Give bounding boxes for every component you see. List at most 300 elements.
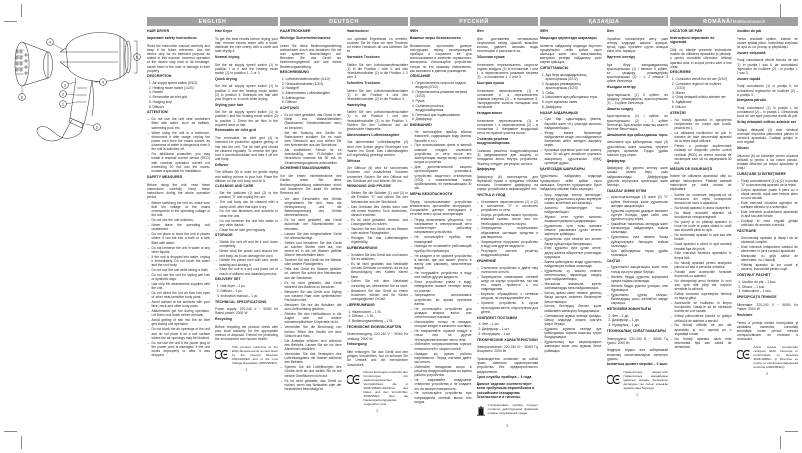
- list-item: – Înainte de conectare asiguraţi-vă că tensiunea din reţea corespunde tensiunii de lucru a aparatului.: [675, 193, 732, 206]
- certification-text: Гарантиялық мiндеттiлiгi Гарантиялық жағдайдағы қаралып жатқан бөлшектер дилерден тек сатып алынған адамға ғана берiледi.: [623, 369, 668, 390]
- section-heading: ОПИСАНИЕ: [410, 74, 431, 79]
- body-paragraph: Шешілмелі ауа қабылдағыш торы (4) құрылғының ішіне шаштың түсуінен қорғауға арналған. Торды ұдайы тазалап тұру керек.: [606, 140, 668, 157]
- body-paragraph: Электрқуаты: 220-240 В ~ 50/60 Гц Қуаты: 2000 Вт: [606, 336, 668, 345]
- section-heading-block: [607, 362, 669, 366]
- list-item: – Fixaţi comutatoarele (1) şi (2) în poziţia "0" şi deconectaţi aparatul de la reţea.: [741, 179, 798, 187]
- svg-text:6: 6: [20, 94, 24, 100]
- body-paragraph: Fixaţi comutatorul vitezei fluxului de aer (1) în poziţia I sau II, iar comutatorul regimurilor de încălzire (2) – în poziţia 1, 2 sau 3.: [736, 58, 798, 76]
- section-heading-block: [737, 29, 799, 33]
- body-paragraph: Құрылғыны пайдалану алдында нұсқаулықты зейін қойып оқып шығыңыз. Берілген нұсқаулықты бүкіл пайдалану мерзімі бойы сақтаңыз.: [540, 174, 602, 191]
- section-heading: ТАЗАЛАУ ЖӘНЕ КҮТІМ: [606, 188, 647, 193]
- section-heading-block: [540, 111, 602, 115]
- section-heading-block: [607, 189, 669, 193]
- section-heading: HAARTROCKNER: [280, 29, 311, 33]
- list-item: – Құрылғыны құрғақ салқын, балалардың қолы жетпейтін жерде сақтаңыз.: [611, 293, 668, 306]
- section-heading: МЕРЫ БЕЗОПАСНОСТИ: [410, 191, 453, 196]
- section-heading: Quick drying: [215, 76, 237, 81]
- section-heading: ФЕН: [540, 29, 548, 33]
- section-heading-block: [737, 295, 799, 299]
- section-heading-block: [147, 36, 210, 40]
- list-item: 4. Removable air inlet grid: [153, 95, 211, 99]
- list-item: 2. Heating mode switch (1/2/3): [153, 86, 211, 90]
- body-paragraph: Das abnehmbare Lufteinlassgitter (4) dient zum Schutz gegen Eindringen von Haaren ins Gerät. Das Lufteinlassgitter soll regelmäßig gereinigt werden.: [346, 140, 408, 157]
- section-heading-block: [215, 233, 278, 237]
- list-item: – Dacă aparatul a căzut în apă scoateţi imediat fişa din priză.: [675, 242, 732, 250]
- list-item: – Switch the unit off and let it cool down completely.: [220, 240, 279, 248]
- list-item: – Насадки во время работы нагреваются. Перед снятием дайте им остыть.: [415, 352, 472, 365]
- body-paragraph: Производитель оставляет за собой право изменять характеристики устройства без предварительного уведомления.: [476, 356, 538, 374]
- list-item: – Ыстық ауаны көзге немесе дененің басқа жылуға сезімтал бөліктеріне бағыттамаңыз.: [545, 291, 602, 304]
- list-item: 2. Диффузор – 1 дн.: [612, 318, 668, 322]
- numbered-list: [147, 81, 210, 109]
- body-paragraph: Stellen Sie den Luftstromstufenschalter (1) in die Position I oder II und den Heizstufenschalter (2) in die Position 1, 2 oder 3.: [346, 62, 408, 80]
- bullet-list: [147, 117, 210, 173]
- language-header-label: DEUTSCH: [329, 18, 359, 25]
- bullet-list: [280, 197, 342, 392]
- bullet-list: [410, 218, 472, 404]
- section-heading-block: [477, 259, 539, 263]
- list-item: – Never wind the power cord around the unit body, as it can damage the cord.: [220, 249, 279, 257]
- section-heading: Entsorgung: [346, 342, 367, 347]
- ce-mark-icon: [347, 370, 361, 389]
- list-item: 1. Фен – 1 дн.: [612, 314, 668, 318]
- section-heading: Срок службы прибора – 3 года: [476, 375, 532, 380]
- language-header-label: РУССКИЙ: [459, 18, 489, 25]
- text-column-right: [215, 29, 278, 439]
- section-heading-block: [410, 74, 472, 78]
- section-heading-block: [670, 111, 732, 115]
- body-paragraph: Grilajul detaşabil (4) este destinat protecţiei împotriva pătrunderii părului în interiorul aparatului. Curăţaţi grilajul în mod regulat.: [736, 127, 798, 145]
- weee-bin-icon: [477, 403, 485, 421]
- list-item: – Не используйте прибор вблизи ёмкостей, содержащих воду (ванна, бассейн и т.п.).: [415, 130, 472, 143]
- section-heading: КОМПЛЕКТ ПОСТАВКИ: [476, 315, 518, 320]
- body-paragraph: Bitte entsorgen Sie das Gerät laut den gültigen Vorschriften. Nur so schonen Sie die Umwelt und die menschliche Gesundheit.: [346, 349, 408, 367]
- list-item: – Не используйте устройство для укладки мокрых волос или синтетических париков.: [415, 307, 472, 320]
- bullet-list: [477, 200, 539, 257]
- list-item: 3. Инструкция – 1 шт.: [482, 332, 538, 336]
- body-paragraph: Um optimale Ergebnisse zu erzielen, trocknen Sie Ihr Haar vor dem Trocknen mit einem Handtuch ab und kämmen Sie es.: [346, 36, 408, 54]
- section-heading-block: [540, 167, 602, 171]
- text-columns: [410, 29, 538, 439]
- list-item: – Құрылғы жұмысы кезінде ауа қабылдағыш торына шаштың түсуін болдырмаңыз.: [545, 327, 602, 340]
- list-item: – Фенді ванна бөлмесінде пайдаланған кезде, оны пайдаланып болғаннан кейін желіден ажырату керек.: [545, 131, 602, 148]
- section-heading-block: [147, 29, 210, 33]
- list-item: 6. Difuzor: [676, 105, 732, 109]
- list-item: – Жеткізілім жинағына кіретін саптамаларды ғана пайдаланыңыз.: [545, 282, 602, 290]
- ce-mark-icon: [737, 345, 751, 364]
- list-item: 6. Диффузор: [546, 105, 602, 109]
- section-heading: ЧИСТКА И УХОД: [476, 193, 506, 198]
- section-heading: TECHNICAL SPECIFICATIONS: [215, 299, 267, 304]
- section-heading-block: [347, 184, 409, 188]
- list-item: – Отключите устройство и дайте ему полностью остыть.: [481, 266, 538, 274]
- bullet-list: [607, 265, 669, 305]
- section-heading: ЖЕТКІЗІЛІМ ЖИЫНТЫҒЫ: [606, 306, 652, 311]
- section-heading-block: [607, 29, 669, 33]
- list-item: – Nu lăsaţi niciodată aparatul să funcţioneze nesupravegheat.: [675, 211, 732, 219]
- bullet-list: [737, 179, 799, 228]
- list-item: – Păstraţi aparatul la loc uscat şi răcoros, inaccesibil pentru copii.: [741, 263, 798, 271]
- list-item: – Егер құрылғы суға құлап кетсе, дереу желілік айыртетікті розеткадан суырыңыз.: [545, 246, 602, 259]
- section-heading: Wichtige Sicherheitshinweise: [280, 35, 331, 40]
- list-item: – If the unit is dropped into water, unplug it immediately. Do not touch the water and the unit body.: [152, 255, 211, 268]
- list-item: 3. Нұсқаулық – 1 дн.: [612, 323, 668, 327]
- list-item: – Es ist nicht gestattet, das Gerät während des Badens zu benutzen.: [285, 281, 342, 289]
- bullet-list: [540, 117, 602, 165]
- section-heading-block: [477, 55, 539, 59]
- list-item: – Корпус устройства можно протирать влажной тканью, после чего его необходимо вытереть насухо.: [481, 213, 538, 226]
- list-item: 4. Abnehmbares Lufteinlassgitter: [286, 91, 342, 95]
- section-heading-block: [280, 29, 342, 33]
- body-paragraph: Stellen Sie den Luftstromstufenschalter (1) in die Position I und den Heizstufenschalter (2) in die Position 1. Richten Sie den Luftstrom auf die gewünschte Haarpartie.: [346, 110, 408, 132]
- list-item: – Evitaţi pătrunderea părului în grilajul orificiului de admisie a aerului.: [675, 314, 732, 322]
- language-header-label: ROMÂNĂ/: [703, 18, 733, 25]
- section-heading-block: [477, 29, 539, 33]
- section-heading-block: [347, 103, 409, 107]
- list-item: – For additional protection, you may install a residual current device (RCD) with nominal operation current not exceeding 30 mA into the mains; contact a specialist for installation.: [152, 152, 211, 173]
- language-header-sublabel: Moldovenească: [732, 19, 765, 24]
- section-heading: Диффузор: [606, 158, 626, 163]
- list-item: – Nu folosiţi aparatul pentru aranjarea părului ud sau a perucilor sintetice.: [675, 261, 732, 269]
- certification-row: [607, 370, 669, 390]
- list-item: – Stellen Sie die Schalter (1) und (2) in die Position "0" und ziehen Sie den Netzstecker aus der Steckdose.: [351, 191, 408, 204]
- list-item: – Lassen Sie das eingeschaltete Gerät nie unbeaufsichtigt.: [285, 232, 342, 240]
- section-heading: CONŢINUT PACHET: [736, 273, 771, 278]
- list-item: – Vermeiden Sie die Berührung von heißen Teilen des Geräts mit dem Gesicht und Hals.: [285, 325, 342, 338]
- list-item: – Richten Sie den Heißluftstrom in die Augen oder auf andere wärmeempfindliche Körperteile nicht.: [285, 312, 342, 325]
- list-item: – Не погружайте устройство в воду или любую другую жидкость.: [415, 271, 472, 279]
- list-item: – Folosiţi doar accesoriile furnizate împreună cu aparatul.: [675, 270, 732, 278]
- list-item: – Если устройство упало в воду, немедленно выньте сетевую вилку из розетки.: [415, 280, 472, 293]
- section-heading: Abnehmbares Lufteinlassgitter: [346, 132, 400, 137]
- section-heading-block: [147, 74, 210, 78]
- list-item: – Do not immerse the unit in water or any other liquids.: [152, 246, 211, 254]
- bullet-list: [737, 236, 799, 272]
- list-item: – Nu folosiţi aparatul în apropierea recipientelor ce conţin apă (cadă, piscină etc.).: [675, 118, 732, 131]
- section-heading: USCĂTOR DE PĂR: [670, 29, 703, 33]
- certification-text: Acest produs corespunde cerinţelor EMC, întocmite în conformitate cu Directiva 2004/108/EC şi Directiva cu privire la electrosecuritate/joasă tensiune (2006/95/EC).: [753, 344, 798, 369]
- list-item: – Nu puneţi şi nu păstraţi aparatul în locuri de unde ar putea cădea în cadă sau chiuvetă plină cu apă.: [675, 220, 732, 233]
- svg-text:1: 1: [61, 101, 65, 107]
- list-item: – Не используйте прибор вне помещений.: [415, 235, 472, 243]
- list-item: – Nu scufundaţi aparatul în apă sau alte lichide.: [675, 233, 732, 241]
- list-item: – Do not block the air openings of the unit and do not place it on a soft surface where the air openings may be blocked.: [152, 327, 211, 340]
- body-paragraph: Set the air supply speed switch (1) to position I or II and the heating mode switch (2) to position 1, 2 or 3.: [215, 62, 278, 76]
- section-heading: НАЗАР АУДАРЫҢЫЗ!: [540, 110, 579, 115]
- list-item: 2. Қыздыру режимдерінің ауыстырғышы (1/2/3): [546, 82, 602, 91]
- section-heading: Styling your hair: [215, 102, 244, 107]
- list-item: 1. Haartrockner – 1 St.: [352, 310, 408, 314]
- numbered-list: [737, 280, 799, 294]
- bullet-list: [215, 191, 278, 232]
- list-item: – Do not use the unit for styling wet hair or synthetic wigs.: [152, 273, 211, 281]
- list-item: – Nu folosiţi aparatul în afara încăperilor.: [675, 206, 732, 210]
- list-item: – When using the unit in a bathroom, disconnect it after usage, unplug the power cord from the mains socket, as closeness of water is dangerous even if the unit is switched off.: [152, 131, 211, 152]
- list-item: 5. Aufhängeöse: [286, 96, 342, 100]
- language-header-kazakh: [540, 17, 668, 26]
- list-item: 5. Петелька для подвешивания: [416, 113, 472, 117]
- list-item: 5. Ілуге арналған ілмек: [546, 100, 602, 104]
- list-item: 6. Diffusor: [286, 100, 342, 104]
- page-number: 2: [766, 371, 769, 376]
- list-item: – Avoid getting of hair into the air inlet grid during unit operation.: [152, 318, 211, 326]
- list-item: 2. Comutator regimuri de încălzire (1/2/3): [676, 82, 732, 91]
- body-paragraph: Citiţi cu atenţie prezenta instrucţiune înainte de utilizarea aparatului şi păstraţi-o pentru consultări ulterioare. Utilizaţi aparatul doar în scopul pentru care a fost creat.: [670, 47, 732, 69]
- body-paragraph: Before recycling the product check with your local authority for the appropriate method of disposal. Thereof for protecting the environment and human health.: [215, 324, 278, 342]
- section-heading-block: [737, 120, 799, 124]
- section-heading-block: [607, 133, 669, 137]
- list-item: 2. Diffuser – 1 pc.: [221, 289, 279, 293]
- section-heading-block: [280, 166, 342, 170]
- list-item: – Vermeiden Sie das Verstopfen des Lufteinlassgitters mit Haaren während des Betriebs.: [285, 352, 342, 365]
- text-column-left: [147, 29, 210, 439]
- list-item: 3. Handgriff: [286, 86, 342, 90]
- body-paragraph: Установите переключатель (1) в положение II, а переключатель режимов нагрева (2) – в положение 3. Распределяйте волосы пальцами или расчёской.: [476, 88, 538, 110]
- section-heading: Шашты сәндеу: [606, 106, 634, 111]
- text-column-right: [347, 29, 409, 439]
- section-heading-block: [347, 55, 409, 59]
- section-heading: Hair Dryer: [215, 29, 233, 33]
- body-paragraph: Der Diffusor (6) wird für schonendes Trocknen und zusätzliches Volumen verwendet. Setzen Sie den Diffusor auf das Gehäuse auf und fixieren Sie ihn.: [346, 166, 408, 183]
- list-item: – Clean the air inlet grid regularly.: [220, 228, 279, 232]
- section-heading: Жылдам кептіру: [606, 85, 636, 90]
- list-item: – Handle the power cord with care, avoid twisting and kinking it.: [220, 258, 279, 266]
- list-item: 5. Agăţătoare: [676, 100, 732, 104]
- section-heading: Фен: [606, 29, 614, 33]
- numbered-list: [670, 77, 732, 109]
- section-heading-block: [607, 159, 669, 163]
- list-item: 4. Шешілмелі ауа қабылдағыш торы: [546, 95, 602, 99]
- list-item: – Желілік бауды ұқыпты ұстаңыз, оны бұрамаңыз.: [611, 284, 668, 292]
- text-columns: [147, 29, 278, 439]
- certification-row: [347, 370, 409, 406]
- body-paragraph: The diffuser (6) is used for gentle drying and adding volume to your hair. Place the diffuser on the unit body and fix it.: [215, 170, 278, 183]
- list-item: – Перед включением убедитесь, что напряжение в электрической сети соответствует рабочему напряжению устройства.: [415, 218, 472, 235]
- section-heading: ATTENTION!: [147, 110, 169, 115]
- section-heading-block: [477, 81, 539, 85]
- list-item: 2. Переключатель режимов нагрева (1/2/3): [416, 90, 472, 99]
- section-heading: СИПАТТАМАСЫ: [540, 65, 569, 70]
- crop-mark-bottom-left-h: [4, 431, 17, 432]
- language-header-romanian: [670, 17, 798, 26]
- list-item: 4. Съёмная решётка воздухозаборника: [416, 104, 472, 113]
- section-heading-block: [737, 229, 799, 233]
- list-item: – Before switching the unit on, make sure that the voltage of the mains corresponds to the operating voltage of the unit.: [152, 201, 211, 218]
- numbered-list: [280, 77, 342, 105]
- list-item: – Для дополнительной защиты целесообразно установить устройство защитного отключения (УЗО) с номинальным током срабатывания, не превышающим 30 мА.: [415, 165, 472, 190]
- section-heading-block: [347, 246, 409, 250]
- list-item: – Nu folosiţi aparatul dacă este deteriorată fişa sau cablul de alimentare.: [675, 337, 732, 350]
- list-item: – Регулярно чистите решётку воздухозаборника.: [481, 249, 538, 257]
- section-heading: Важные меры безопасности: [410, 35, 461, 40]
- list-item: – Falls das Gerät ins Wasser gefallen ist, ziehen Sie sofort den Netzstecker aus der Steckdose.: [285, 267, 342, 280]
- list-item: – Ыстық беттердің бетпен және мойынмен жанасуын болдырмаңыз.: [545, 304, 602, 312]
- section-heading: DELIVERY SET: [215, 277, 241, 282]
- language-header-label: ҚАЗАҚША: [588, 18, 620, 25]
- bullet-list: [147, 201, 210, 358]
- section-heading: Аспаптың қызмет мерзімі – 3 жыл: [606, 362, 668, 367]
- body-paragraph: Pentru a proteja mediul înconjurător şi sănătatea oamenilor, consultaţi autorităţile locale privind metoda corespunzătoare de reciclare a produsului.: [736, 320, 798, 342]
- list-item: – Запрещается использовать устройство во время принятия ванны.: [415, 293, 472, 306]
- body-paragraph: Înainte de utilizarea aparatului citiţi cu atenţie instrucţiunea. Păstraţi această instrucţiune pe toată durata de exploatare.: [670, 174, 732, 192]
- list-item: – Не используйте устройство при повреждении сетевой вилки или шнура.: [415, 391, 472, 404]
- language-header-deutsch: [280, 17, 408, 26]
- list-item: 1. Фен – 1 шт.: [482, 322, 538, 326]
- section-heading-block: [477, 338, 539, 342]
- section-heading: AUFBEWAHRUNG: [346, 246, 378, 251]
- body-paragraph: Power supply: 220-240 V ~ 50/60 Hz Rated power: 2000 W: [215, 307, 278, 316]
- section-heading-block: [215, 277, 278, 281]
- svg-text:3: 3: [63, 82, 67, 88]
- certification-row: [215, 345, 278, 365]
- section-heading: Диффузор: [476, 167, 496, 172]
- section-heading: Haarstyling: [346, 102, 367, 107]
- list-item: – Құрылғыны ажыратыңыз және оған толық суытуға уақыт беріңіз.: [611, 265, 668, 273]
- section-heading-block: [737, 273, 799, 277]
- body-paragraph: The removable air inlet grid (4) is intended for protection against getting of hair into the unit. The air inlet grid should be cleaned regularly. To remove the grid, turn it counterclockwise and take it off the unit body.: [215, 136, 278, 162]
- section-heading-block: [670, 167, 732, 171]
- list-item: – Установите переключатели (1) и (2) в положение "0" и отключите устройство от сети.: [481, 200, 538, 213]
- svg-text:5: 5: [135, 54, 139, 60]
- text-column-right: [607, 29, 669, 439]
- list-item: 1. Comutator viteză flux de aer (0/1/2): [676, 77, 732, 81]
- section-heading-block: [477, 382, 539, 400]
- list-item: – Запрещается погружать устройство в воду или другие жидкости.: [481, 240, 538, 248]
- list-item: 5. Hanging loop: [153, 100, 211, 104]
- list-item: 6. Diffuser: [153, 105, 211, 109]
- list-item: – Избегайте соприкосновения горячих поверхностей с лицом и шеей.: [415, 342, 472, 350]
- bullet-list: [347, 191, 409, 244]
- body-paragraph: Difuzorul (6) se foloseşte pentru uscarea delicată şi pentru a da volum părului. Instalaţi difuzorul pe corpul aparatului şi fixaţi-l.: [736, 153, 798, 171]
- numbered-list: [410, 81, 472, 122]
- bullet-list: [670, 118, 732, 166]
- numbered-list: [477, 322, 539, 336]
- section-heading: Diffuser: [215, 162, 229, 167]
- list-item: – Do not use the unit near containers filled with water, such as bathtub, swimming pool, etc.: [152, 117, 211, 130]
- list-item: – The unit body can be cleaned with a damp cloth, after that wipe it dry.: [220, 200, 279, 208]
- section-heading-block: [737, 77, 799, 81]
- section-heading-block: [477, 137, 539, 146]
- body-paragraph: Alimentare: 220-240 V ~ 50/60 Hz Putere: 2000 W: [736, 303, 798, 312]
- list-item: – Es ist nicht gestattet, Abrasiv- und Lösungsmittel zu nutzen.: [351, 218, 408, 226]
- list-item: – Este interzisă folosirea agenţilor de curăţare abrazivi şi a solvenţilor.: [741, 201, 798, 209]
- list-item: – Ауыстырғыштарды (1) және (2) "0" күйіне белгілеңіз және құрылғыны желіден ажыратыңыз.: [611, 195, 668, 208]
- list-item: – Este interzisă înfăşurarea cablului de alimentare în jurul corpului aparatului.: [741, 245, 798, 253]
- body-paragraph: Установите переключатель (1) в положение I, а переключатель (2) – в положение 1. Направьте воздушный поток на нужный участок волос.: [476, 118, 538, 136]
- list-item: – Ауа қабылдағыш торын ұдайы тазалаңыз.: [611, 249, 668, 257]
- section-heading-block: [147, 175, 210, 179]
- list-item: – Manipulaţi cu grijă cablul de alimentare, nu-l răsuciţi.: [741, 254, 798, 262]
- section-heading-block: [215, 77, 278, 81]
- section-heading-block: [477, 193, 539, 197]
- section-heading: Шешілмелі ауа қабылдағыш торы: [606, 132, 668, 137]
- body-paragraph: Vor der ersten Inbetriebnahme des Geräts lesen Sie diese Bedienungsanleitung aufmerksam durch und bewahren Sie diese für weitere Referenz auf.: [280, 174, 342, 195]
- list-item: – Es ist nicht gestattet, das Netzkabel um das Gehäuse zu wickeln, da es zur Beschädigung des Kabels führen kann.: [351, 262, 408, 279]
- section-heading-block: [410, 29, 472, 33]
- list-item: – Nu blocaţi orificiile de aer ale aparatului şi nu-l aşezaţi pe o suprafaţă moale.: [675, 323, 732, 336]
- list-item: – Este interzisă folosirea aparatului în timpul băii.: [675, 251, 732, 259]
- list-item: 3. Instruction manual – 1 pc.: [221, 294, 279, 298]
- list-item: – Қажайтын тазалағыш заттарды және еріткіштерді пайдалануға тыйым салынады.: [611, 222, 668, 235]
- section-heading: TECHNISCHE EIGENSCHAFTEN: [346, 324, 402, 329]
- section-heading-block: [477, 167, 539, 171]
- body-paragraph: Before using the unit, read these instructions carefully. Keep these instructions during the whole operation period.: [147, 182, 210, 200]
- list-item: – Храните устройство в сухом прохладном месте, недоступном для детей.: [481, 301, 538, 314]
- section-heading: Съёмная решётка воздухозаборника: [476, 136, 510, 146]
- list-item: 1. Переключатель скорости подачи воздуха (0/1/2): [416, 81, 472, 90]
- list-item: – Желілік бауды құрылғы корпусына орауға тыйым салынады.: [611, 275, 668, 283]
- section-heading-block: [147, 110, 210, 114]
- section-heading: CLEANING AND CARE: [215, 184, 254, 189]
- section-heading-block: [215, 317, 278, 321]
- svg-text:2: 2: [61, 91, 65, 97]
- text-column-right: [477, 29, 539, 439]
- language-section-deutsch: [280, 17, 408, 439]
- list-item: – Құрылғыны суға толы ваннаға немесе раковинаға құлап кететін жерлерге қоймаңыз.: [545, 224, 602, 237]
- section-heading: Әдеттегі кептіру: [606, 54, 636, 59]
- section-heading: ХРАНЕНИЕ: [476, 258, 497, 263]
- crop-mark-top-left-v: [21, 4, 22, 17]
- body-paragraph: Внимательно прочитайте данную инструкцию перед эксплуатацией прибора и сохраните её для использования в качестве справочного материала. Используйте устройство только по его прямому назначению, как изложено в данном руководстве.: [410, 43, 472, 73]
- section-heading: SAFETY MEASURES: [147, 174, 183, 179]
- section-heading-block: [215, 55, 278, 59]
- list-item: – При использовании фена в ванной комнате следует отключать устройство от сети после его эксплуатации, вынув вилку сетевого шнура из розетки.: [415, 143, 472, 164]
- list-item: 2. Heizstufenschalter (1/2/3): [286, 82, 342, 86]
- section-heading: ТЕХНИКАЛЫҚ СИПАТТАМАЛАРЫ: [606, 328, 666, 333]
- list-item: – Evitaţi contactul suprafeţelor fierbinţi cu faţa şi gâtul.: [675, 292, 732, 300]
- body-paragraph: Set the air supply speed switch (1) to position II and the heating mode switch (2) to position 3. Distribute the hair with your fingers or a comb while drying.: [215, 84, 278, 101]
- list-item: 3. Handle: [153, 90, 211, 94]
- text-columns: [540, 29, 668, 439]
- list-item: – Жұмыс істеп тұрған аспапты ешқашан қараусыз қалдырмаңыз.: [545, 215, 602, 223]
- section-heading: DESCRIPTION: [147, 74, 172, 79]
- list-item: – Benutzen Sie nur die Aufsätze, die zum Lieferumfang gehören.: [285, 303, 342, 311]
- section-heading-block: [607, 307, 669, 311]
- text-column-left: [410, 29, 472, 439]
- section-heading-block: [540, 29, 602, 33]
- list-item: 1. Uscător de păr – 1 buc.: [742, 280, 798, 284]
- list-item: – La utilizarea uscătorului de păr în camera de baie deconectaţi aparatul de la reţea după utilizare.: [675, 131, 732, 144]
- page-number: 2: [245, 367, 248, 372]
- section-heading: ТЕХНИЧЕСКИЕ ХАРАКТЕРИСТИКИ: [476, 337, 538, 342]
- section-heading-block: [347, 159, 409, 163]
- section-heading: ATENŢIE!: [670, 110, 687, 115]
- section-heading-block: [607, 107, 669, 111]
- list-item: 6. Диффузор: [416, 117, 472, 121]
- list-item: – Curăţaţi în mod regulat grilajul orificiului de admisie a aerului.: [741, 219, 798, 227]
- list-item: – Қосу алдында электр желісіндегі кернеу құрылғының жұмыс кернеуіне сәйкес келетініне көз жеткізіңіз.: [545, 193, 602, 206]
- list-item: – Құрылғының ауа саңылауларын жаппаңыз және оны жұмсақ бетке қоймаңыз.: [545, 340, 602, 353]
- recycling-row: [477, 403, 539, 421]
- section-heading: Important safety instructions: [147, 35, 197, 40]
- list-item: 2. Diffusor – 1 St.: [352, 314, 408, 318]
- section-heading-block: [215, 300, 278, 304]
- numbered-list: [607, 314, 669, 328]
- section-heading-block: [670, 29, 732, 33]
- list-item: – Құрылғы корпусын дымқыл матамен сүртуге болады, одан кейін оны құрғатып сүрту керек.: [611, 209, 668, 222]
- bullet-list: [280, 113, 342, 165]
- section-heading: PĂSTRARE: [736, 229, 757, 234]
- section-heading: Difuzor: [736, 145, 749, 150]
- list-item: – Sperren Sie die Luftöffnungen des Geräts nicht ab und stellen Sie es auf weiche Oberflächen nicht auf.: [285, 365, 342, 378]
- section-heading-block: [215, 128, 278, 132]
- text-columns: [670, 29, 798, 439]
- list-item: – Не закрывайте воздушные отверстия устройства и не кладите его на мягкую поверхность.: [415, 378, 472, 391]
- section-heading: SICHERHEITSMASSNAHMEN: [280, 166, 331, 171]
- section-heading: Aranjarea părului: [736, 98, 767, 103]
- section-heading: BESCHREIBUNG: [280, 70, 309, 75]
- list-item: – Запрещается использовать абразивные чистящие средства и растворители.: [481, 226, 538, 239]
